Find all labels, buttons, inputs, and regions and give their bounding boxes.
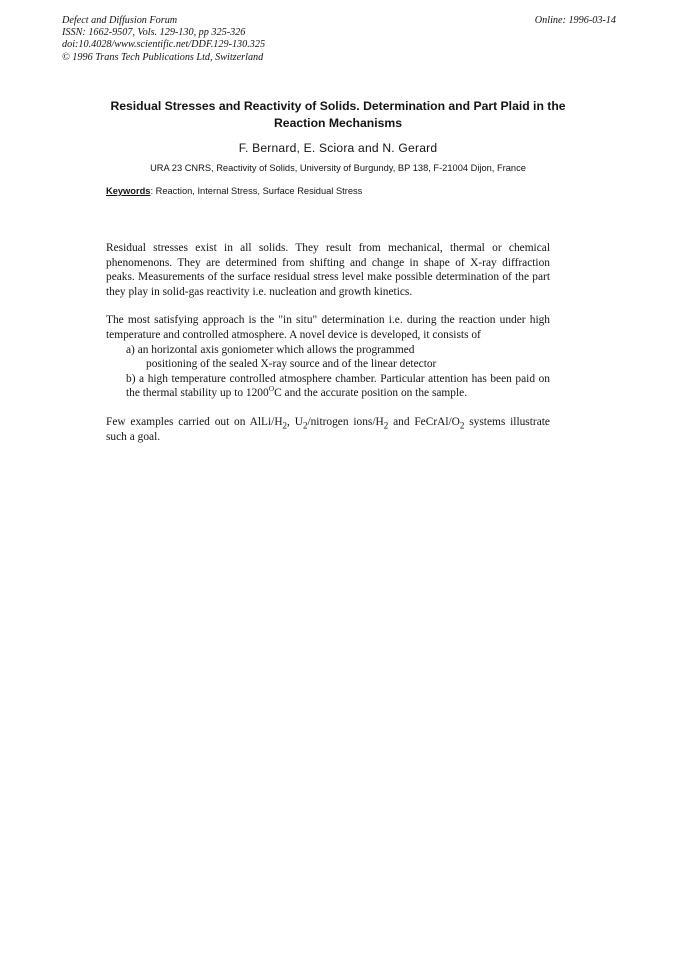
list-item-a: a) an horizontal axis goniometer which allows the programmed xyxy=(126,343,415,356)
list-item-a-continuation: positioning of the sealed X-ray source and of the linear detector xyxy=(146,358,437,371)
abstract-paragraph-2: The most satisfying approach is the "in situ" determination i.e. during the reaction under high temperature and controlled atmosphere. A novel device is developed, it consists of xyxy=(106,314,550,341)
abstract xyxy=(106,241,550,444)
copyright-line: © 1996 Trans Tech Publications Ltd, Switzerland xyxy=(62,51,264,63)
doi-line[interactable]: doi:10.4028/www.scientific.net/DDF.129-130.325 xyxy=(62,39,266,51)
p3-sub-2: 2 xyxy=(302,420,308,431)
abstract-paragraph-3 xyxy=(106,415,550,444)
online-date: Online: 1996-03-14 xyxy=(534,15,616,26)
p3-sub-1: 2 xyxy=(282,420,288,431)
paper-title: Residual Stresses and Reactivity of Solids. Determination and Part Plaid in the Reaction Mechanisms xyxy=(110,99,566,130)
keywords-label: Keywords xyxy=(106,186,151,196)
abstract-paragraph-1: Residual stresses exist in all solids. They result from mechanical, thermal or chemical phenomenons. They are determined from shifting and change in shape of X-ray diffraction peaks. Measurements of the surface residual stress level make possible determination of the part they play in solid-gas reactivity i.e. nucleation and growth kinetics. xyxy=(106,242,550,298)
p3-sub-3: 2 xyxy=(383,420,389,431)
list-item-b-text-2: C and the accurate position on the sample. xyxy=(274,387,468,400)
p3-text-1: Few examples carried out on AlLi/H xyxy=(106,415,283,428)
p3-text-2: , U xyxy=(287,415,303,428)
list-item-b xyxy=(126,372,550,401)
p3-text-4: and FeCrAl/O xyxy=(388,415,460,428)
journal-header xyxy=(62,15,422,64)
keywords-text: : Reaction, Internal Stress, Surface Residual Stress xyxy=(150,186,363,196)
issn-line: ISSN: 1662-9507, Vols. 129-130, pp 325-326 xyxy=(62,27,246,39)
degree-superscript: O xyxy=(268,384,275,394)
p3-text-5: systems illustrate such a goal. xyxy=(106,415,550,443)
p3-text-3: /nitrogen ions/H xyxy=(307,415,384,428)
p3-sub-4: 2 xyxy=(459,420,465,431)
keywords xyxy=(106,186,362,196)
list-item-b-text-1: b) a high temperature controlled atmosphere chamber. Particular attention has been paid on the thermal stability up to 1200 xyxy=(126,372,550,400)
journal-name: Defect and Diffusion Forum xyxy=(62,15,178,26)
authors: F. Bernard, E. Sciora and N. Gerard xyxy=(238,141,438,155)
affiliation: URA 23 CNRS, Reactivity of Solids, University of Burgundy, BP 138, F-21004 Dijon, France xyxy=(150,163,526,173)
